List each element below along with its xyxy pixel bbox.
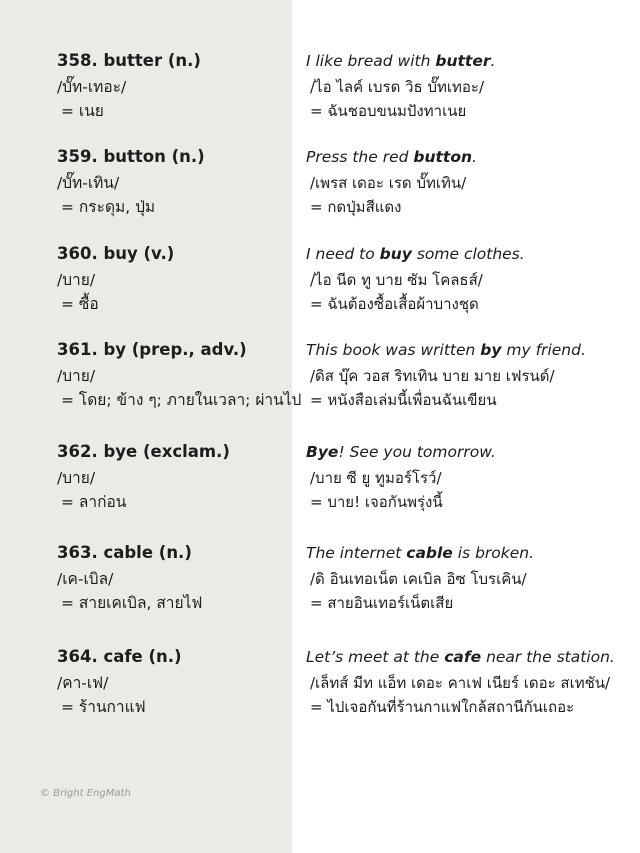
pronunciation: /บั๊ท-เทอะ/ (57, 78, 127, 96)
example-pronunciation: /ไอ นีด ทู บาย ซัม โคลธส์/ (310, 271, 483, 289)
example-block (306, 542, 616, 615)
example-block (306, 339, 616, 412)
thai-meaning: = กระดุม, ปุ่ม (61, 198, 156, 216)
example-translation: = ฉันชอบขนมปังทาเนย (310, 102, 467, 120)
headword: 361. by (prep., adv.) (57, 340, 247, 359)
example-pronunciation: /เล็ทส์ มีท แอ็ท เดอะ คาเฟ เนียร์ เดอะ สเทชัน/ (310, 674, 611, 692)
headword: 360. buy (v.) (57, 244, 175, 263)
word-block (57, 146, 205, 219)
headword: 362. bye (exclam.) (57, 442, 230, 461)
thai-meaning: = ลาก่อน (61, 493, 127, 511)
example-sentence (306, 646, 616, 668)
example-pronunciation: /ดิ อินเทอเน็ต เคเบิล อิซ โบรเคิน/ (310, 570, 527, 588)
sentence-text: The internet (306, 544, 407, 562)
left-panel (0, 0, 292, 853)
keyword: Bye (306, 443, 339, 461)
sentence-text: Press the red (306, 148, 414, 166)
example-translation: = หนังสือเล่มนี้เพื่อนฉันเขียน (310, 391, 497, 409)
pronunciation: /บาย/ (57, 367, 96, 385)
pronunciation: /บั๊ท-เทิน/ (57, 174, 120, 192)
example-sentence (306, 542, 616, 564)
thai-meaning: = ร้านกาแฟ (61, 698, 146, 716)
word-block (57, 339, 301, 412)
thai-meaning: = โดย; ข้าง ๆ; ภายในเวลา; ผ่านไป (61, 391, 302, 409)
example-sentence (306, 146, 616, 168)
headword: 364. cafe (n.) (57, 647, 182, 666)
right-panel (292, 0, 640, 853)
thai-meaning: = เนย (61, 102, 104, 120)
keyword: by (480, 341, 502, 359)
word-block (57, 50, 201, 123)
thai-meaning: = สายเคเบิล, สายไฟ (61, 594, 203, 612)
example-pronunciation: /เพรส เดอะ เรด บั๊ทเทิน/ (310, 174, 467, 192)
example-translation: = สายอินเทอร์เน็ตเสีย (310, 594, 454, 612)
pronunciation: /คา-เฟ/ (57, 674, 109, 692)
sentence-text: near the station. (481, 648, 615, 666)
example-pronunciation: /ดิส บุ๊ค วอส ริทเทิน บาย มาย เฟรนด์/ (310, 367, 555, 385)
headword: 359. button (n.) (57, 147, 205, 166)
word-block (57, 441, 230, 514)
sentence-text: Let’s meet at the (306, 648, 445, 666)
keyword: button (413, 148, 473, 166)
example-pronunciation: /ไอ ไลค์ เบรด วิธ บั๊ทเทอะ/ (310, 78, 485, 96)
example-sentence (306, 441, 616, 463)
example-block (306, 243, 616, 316)
example-translation: = กดปุ่มสีแดง (310, 198, 402, 216)
sentence-text: I like bread with (306, 52, 436, 70)
word-block (57, 646, 182, 719)
example-translation: = บาย! เจอกันพรุ่งนี้ (310, 493, 443, 511)
sentence-text: This book was written (306, 341, 481, 359)
headword: 363. cable (n.) (57, 543, 192, 562)
example-translation: = ไปเจอกันที่ร้านกาแฟใกล้สถานีกันเถอะ (310, 698, 575, 716)
sentence-text: my friend. (501, 341, 586, 359)
example-block (306, 146, 616, 219)
example-sentence (306, 243, 616, 265)
credit-text: © Bright EngMath (40, 788, 131, 799)
example-sentence (306, 50, 616, 72)
headword: 358. butter (n.) (57, 51, 201, 70)
example-block (306, 646, 616, 719)
example-block (306, 50, 616, 123)
example-pronunciation: /บาย ซี ยู ทูมอร์โรว์/ (310, 469, 442, 487)
word-block (57, 243, 174, 316)
example-sentence (306, 339, 616, 361)
word-block (57, 542, 202, 615)
sentence-text: I need to (306, 245, 380, 263)
keyword: buy (379, 245, 412, 263)
pronunciation: /เค-เบิล/ (57, 570, 114, 588)
pronunciation: /บาย/ (57, 469, 96, 487)
sentence-text: . (490, 52, 496, 70)
thai-meaning: = ซื้อ (61, 295, 99, 313)
sentence-text: is broken. (452, 544, 535, 562)
sentence-text: some clothes. (411, 245, 525, 263)
pronunciation: /บาย/ (57, 271, 96, 289)
keyword: cafe (444, 648, 482, 666)
example-translation: = ฉันต้องซื้อเสื้อผ้าบางชุด (310, 295, 479, 313)
sentence-text: . (472, 148, 477, 166)
keyword: cable (406, 544, 453, 562)
sentence-text: ! See you tomorrow. (338, 443, 496, 461)
example-block (306, 441, 616, 514)
keyword: butter (435, 52, 491, 70)
